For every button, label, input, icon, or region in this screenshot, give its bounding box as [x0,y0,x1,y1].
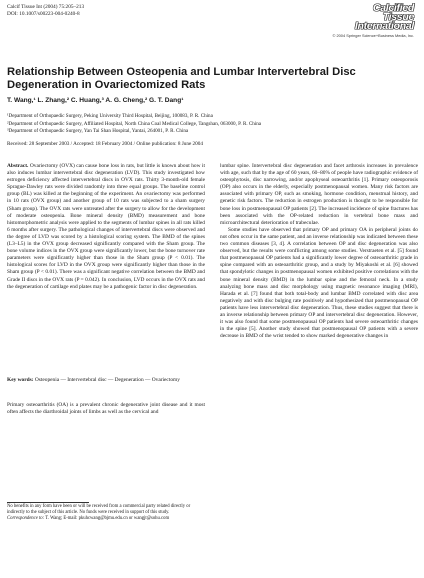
article-title: Relationship Between Osteopenia and Lumbar Intervertebral Disc Degeneration in Ovariectomized Rats [7,66,356,91]
body-paragraph-1: lumbar spine. Intervertebral disc degeneration and facet arthrosis increases in prevalence with age, such that by the age of 60 years, 60–80% of people have radiographic evidence of osteophytosis, disc narrowing, and/or apophyseal osteoarthritis [1]. Primary osteoporosis (OP) also occurs in the elderly, especially postmenopausal women. Many risk factors are associated with primary OP, such as smoking, hormone condition, menstrual history, and genetic risk factors. The reduction in estrogen production is thought to be responsible for bone loss in postmenopausal OP patients [2]. The increased incidence of spine fractures has been associated with the OP-related reduction in vertebral bone mass and microarchitectural deterioration of trabeculae. [220,163,418,226]
logo-word-1: Calcified [372,2,414,14]
copyright-notice: © 2004 Springer Science+Business Media, Inc. [332,33,414,38]
affiliation-1: ¹Department of Orthopaedic Surgery, Peking University Third Hospital, Beijing, 100083, P. R. China [7,113,213,119]
affiliations [7,113,261,136]
funding-note: No benefits in any form have been or will be received from a commercial party related directly or indirectly to the subject of this article. No funds were received in support of this study. [7,504,191,515]
logo-word-2: Tissue [382,11,414,23]
doi-line: DOI: 10.1007/s00223-004-0240-8 [7,10,80,17]
footnote-divider [7,502,89,503]
abstract-paragraph [7,163,205,291]
journal-citation [7,4,84,18]
correspondence-body: T. Wang; E-mail: pkuhcwang@bjmu.edu.cn or wangjt@sohu.com [44,516,170,521]
keywords [7,377,205,384]
logo-word-3: International [354,20,414,32]
affiliation-2: ²Department of Orthopaedic Surgery, Affiliated Hospital, North China Coal Medical College, Tangshan, 063000, P. R. China [7,120,262,127]
right-column [220,163,418,340]
correspondence-note [7,516,205,522]
journal-citation-line: Calcif Tissue Int (2004) 75:205–213 [7,4,85,10]
introduction-paragraph: Primary osteoarthritis (OA) is a prevalent chronic degenerative joint disease and it most often affects the diarthroidal joints of limbs as well as the cervical and [7,402,205,416]
abstract-body: Ovariectomy (OVX) can cause bone loss in rats, but little is known about how it also induces lumbar intervertebral disc degeneration (LVD). This study investigated how estrogen deficiency affected intervertebral discs in OVX rats. Thirty 3-month-old female Sprague-Dawley rats were divided randomly into three equal groups. The baseline control group (BL) was killed at the beginning of the experiment. An ovariectomy was performed in 10 rats (OVX group) and another group of 10 rats was subjected to a sham surgery (Sham group). The OVX rats were untreated after the surgery to allow for the development of moderate osteopenia. Bone mineral density (BMD) measurement and bone histomorphometric analysis were applied to the segments of lumbar spines in all rats killed 6 months after surgery. The pathological changes of intervertebral discs were observed and the degree of LVD was scored by a histological scoring system. The BMD of the spines (L3–L5) in the OVX group decreased significantly compared with the Sham group. The bone volume indices in the OVX group were significantly lower, but the bone turnover rate parameters were significantly higher than those in the Sham group (P < 0.01). The histological scores for LVD in the OVX group were significantly higher than those in the Sham group (P < 0.01). There was a significant negative correlation between the BMD and Grade II discs in the OVX rats (P = 0.042). In conclusion, LVD occurs in the OVX rats and the degeneration of cartilage end plates may be a pathogenic factor in disc degeneration. [7,163,205,290]
correspondence-label: Correspondence to: [7,516,45,521]
keywords-label: Key words: [7,377,34,383]
keywords-body: Osteopenia — Intervertebral disc — Degeneration — Ovariectomy [33,377,180,383]
author-list: T. Wang,¹ L. Zhang,² C. Huang,³ A. G. Cheng,² G. T. Dang¹ [7,97,184,104]
abstract-label: Abstract. [7,163,29,169]
abstract [7,163,205,291]
publication-dates: Received: 28 September 2003 / Accepted: 18 February 2004 / Online publication: 8 June 2004 [7,141,203,147]
footnote [7,504,205,522]
body-paragraph-2: Some studies have observed that primary OP and primary OA in peripheral joints do not often occur in the same patient, and an inverse relationship was indicated between these two common diseases [3, 4]. A correlation between OP and disc degeneration was also observed, but the results were conflicting among some studies. Verstraeten et al. [5] found that postmenopausal OP patients had a significantly lower degree of osteoarthritic grade in spine compared with an osteoarthritic group, and a study by Miyakoshi et al. [6] showed that spondylotic changes in postmenopausal women exhibited positive correlations with the bone mineral density (BMD) in the lumbar spine and the femoral neck. In a study analyzing bone mass and disc morphology using magnetic resonance imaging (MRI), Harada et al. [7] found that both total-body and lumbar BMD correlated with disc area negatively and with disc bulging rate positively and hypothesized that postmenopausal OP patients have less intervertebral disc degeneration. Thus, these studies suggest that there is an inverse relationship between primary OP and intervertebral disc degeneration. However, it was also found that some postmenopausal OP patients had severe osteoarthritic changes in the spine [5]. Another study showed that postmenopausal OP patients with a severe decrease in BMD of the wrist tended to show marked degenerative changes in [220,226,418,340]
journal-logo [333,4,414,38]
affiliation-3: ³Department of Orthopaedic Surgery, Yan Tai Shan Hospital, Yantai, 264001, P. R. China [7,128,189,135]
